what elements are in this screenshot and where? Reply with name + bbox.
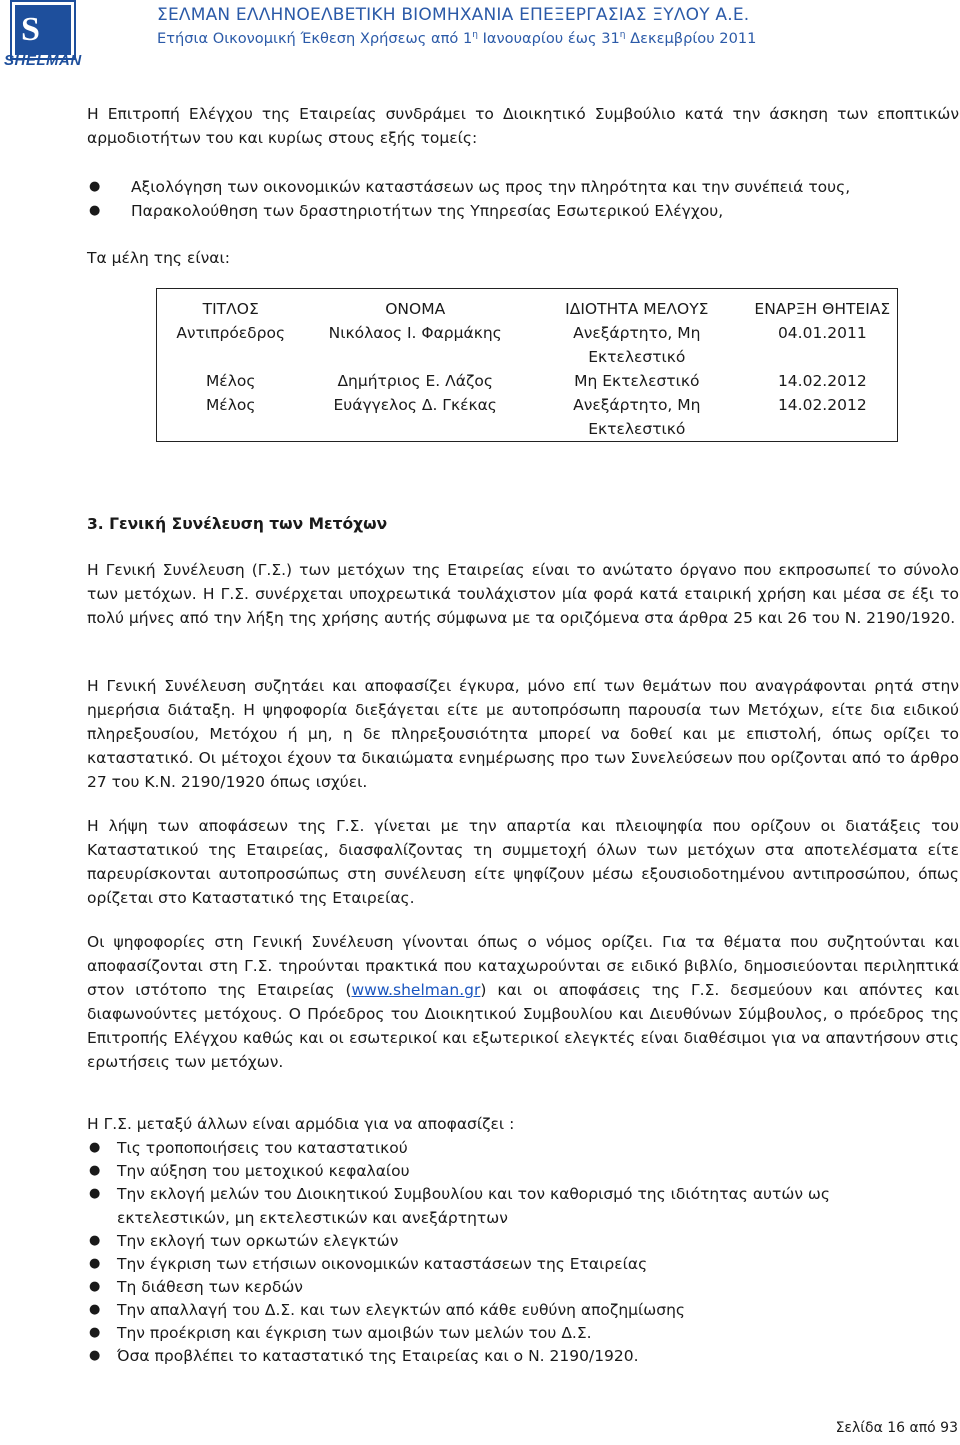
table-cell: Αντιπρόεδρος <box>176 324 286 342</box>
page-header <box>0 0 960 70</box>
table-cell: 14.02.2012 <box>777 372 867 390</box>
list-item: Τη διάθεση των κερδών <box>117 1278 303 1296</box>
table-cell: 04.01.2011 <box>777 324 867 342</box>
list-item: Παρακολούθηση των δραστηριοτήτων της Υπηρεσίας Εσωτερικού Ελέγχου, <box>131 202 724 220</box>
members-table <box>156 288 898 442</box>
list-item: Τις τροποποιήσεις του καταστατικού <box>117 1139 408 1157</box>
table-header: ΤΙΤΛΟΣ <box>202 300 259 318</box>
competence-intro: Η Γ.Σ. μεταξύ άλλων είναι αρμόδια για να αποφασίζει : <box>87 1115 515 1133</box>
list-item: Την εκλογή μελών του Διοικητικού Συμβουλίου και τον καθορισμό της ιδιότητας αυτών ως <box>117 1185 830 1203</box>
bullet-icon: ● <box>89 1325 101 1340</box>
bullet-icon: ● <box>89 1302 101 1317</box>
list-item: Αξιολόγηση των οικονομικών καταστάσεων ως προς την πληρότητα και την συνέπειά τους, <box>131 178 851 196</box>
section-heading: 3. Γενική Συνέλευση των Μετόχων <box>87 515 388 533</box>
list-item: Την προέκριση και έγκριση των αμοιβών των μελών του Δ.Σ. <box>117 1324 592 1342</box>
table-row <box>157 321 898 369</box>
table-header: ΙΔΙΟΤΗΤΑ ΜΕΛΟΥΣ <box>565 300 709 318</box>
bullet-icon: ● <box>89 179 101 194</box>
paragraph: Οι ψηφοφορίες στη Γενική Συνέλευση γίνονται όπως ο νόμος ορίζει. Για τα θέματα που συζητούνται και αποφασίζονται στη Γ.Σ. τηρούνται πρακτικά που καταχωρούνται σε ειδικό βιβλίο, δημοσιεύονται περιληπτικά στον ιστότοπο της Εταιρείας (www.shelman.gr) και οι αποφάσεις της Γ.Σ. δεσμεύουν και απόντες και διαφωνούντες μετόχους. Ο Πρόεδρος του Διοικητικού Συμβουλίου και Διευθύνων Σύμβουλος, ο πρόεδρος της Επιτροπής Ελέγχου καθώς και οι εσωτερικοί και εξωτερικοί ελεγκτές είναι διαθέσιμοι για να απαντήσουν στις ερωτήσεις των μετόχων. <box>87 933 960 1071</box>
table-cell: Νικόλαος Ι. Φαρμάκης <box>328 324 502 342</box>
report-title: Ετήσια Οικονομική Έκθεση Χρήσεως από $1^\eta$ Ιανουαρίου έως $31^\eta$ Δεκεμβρίου 2011 <box>157 30 757 47</box>
list-item: Την εκλογή των ορκωτών ελεγκτών <box>117 1232 399 1250</box>
website-link[interactable]: www.shelman.gr <box>351 981 481 999</box>
table-header: ΟΝΟΜΑ <box>385 300 446 318</box>
bullet-icon: ● <box>89 1163 101 1178</box>
bullet-icon: ● <box>89 203 101 218</box>
table-row <box>157 369 898 393</box>
bullet-icon: ● <box>89 1348 101 1363</box>
paragraph: Η Γενική Συνέλευση (Γ.Σ.) των μετόχων της Εταιρείας είναι το ανώτατο όργανο που εκπροσωπεί το σύνολο των μετόχων. Η Γ.Σ. συνέρχεται υποχρεωτικά τουλάχιστον μία φορά κατά εταιρική χρήση και μέσα σε έξι το πολύ μήνες από την λήξη της χρήσης αυτής σύμφωνα με τα οριζόμενα στα άρθρα 25 και 26 του Ν. 2190/1920. <box>87 561 959 627</box>
table-header: ΕΝΑΡΞΗ ΘΗΤΕΙΑΣ <box>754 300 891 318</box>
list-item: Την έγκριση των ετήσιων οικονομικών καταστάσεων της Εταιρείας <box>117 1255 648 1273</box>
intro-paragraph: Η Επιτροπή Ελέγχου της Εταιρείας συνδράμει το Διοικητικό Συμβούλιο κατά την άσκηση των εποπτικών αρμοδιοτήτων του και κυρίως στους εξής τομείς: <box>87 105 959 147</box>
table-cell: Ανεξάρτητο, Μη Εκτελεστικό <box>573 324 701 366</box>
list-item: Την αύξηση του μετοχικού κεφαλαίου <box>117 1162 410 1180</box>
table-cell: Ευάγγελος Δ. Γκέκας <box>333 396 497 414</box>
paragraph: Η λήψη των αποφάσεων της Γ.Σ. γίνεται με την απαρτία και πλειοψηφία που ορίζουν οι διατάξεις του Καταστατικού της Εταιρείας, διασφαλίζοντας τη συμμετοχή όλων των μετόχων στα αποτελέσματα είτε παρευρίσκονται αυτοπροσώπως στη συνέλευση είτε ψηφίζουν μέσω εξουσιοδοτημένου αντιπροσώπου, όπως ορίζεται στο Καταστατικό της Εταιρείας. <box>87 817 959 907</box>
table-cell: Μέλος <box>205 396 256 414</box>
bullet-icon: ● <box>89 1279 101 1294</box>
company-name: ΣΕΛΜΑΝ ΕΛΛΗΝΟΕΛΒΕΤΙΚΗ ΒΙΟΜΗΧΑΝΙΑ ΕΠΕΞΕΡΓΑΣΙΑΣ ΞΥΛΟΥ Α.Ε. <box>157 5 750 25</box>
bullet-icon: ● <box>89 1140 101 1155</box>
paragraph: Η Γενική Συνέλευση συζητάει και αποφασίζει έγκυρα, μόνο επί των θεμάτων που αναγράφονται ρητά στην ημερήσια διάταξη. Η ψηφοφορία διεξάγεται είτε με αυτοπρόσωπη παρουσία των Μετόχων, είτε δια ειδικού πληρεξουσίου, Μετόχου ή μη, η δε πληρεξουσιότητα μπορεί να δοθεί και με επιστολή, όπως ορίζει το καταστατικό. Οι μέτοχοι έχουν τα δικαιώματα ενημέρωσης προ των Συνελεύσεων που ορίζονται από το άρθρο 27 του Κ.Ν. 2190/1920 όπως ισχύει. <box>87 677 959 791</box>
table-cell: Δημήτριος Ε. Λάζος <box>337 372 493 390</box>
shelman-logo <box>4 2 94 68</box>
list-item-continuation: εκτελεστικών, μη εκτελεστικών και ανεξάρτητων <box>117 1209 508 1227</box>
logo-mark: S <box>12 2 74 58</box>
logo-wordmark: SHELMAN <box>4 52 82 69</box>
table-header-row <box>157 289 898 322</box>
bullet-icon: ● <box>89 1233 101 1248</box>
table-row <box>157 393 898 442</box>
list-item: Όσα προβλέπει το καταστατικό της Εταιρείας και ο Ν. 2190/1920. <box>117 1347 639 1365</box>
members-intro: Τα μέλη της είναι: <box>87 249 230 267</box>
table-cell: 14.02.2012 <box>777 396 867 414</box>
table-cell: Ανεξάρτητο, Μη Εκτελεστικό <box>573 396 701 438</box>
list-item: Την απαλλαγή του Δ.Σ. και των ελεγκτών από κάθε ευθύνη αποζημίωσης <box>117 1301 685 1319</box>
bullet-icon: ● <box>89 1256 101 1271</box>
table-cell: Μη Εκτελεστικό <box>574 372 700 390</box>
table-cell: Μέλος <box>205 372 256 390</box>
page-number: Σελίδα 16 από 93 <box>835 1420 958 1436</box>
bullet-icon: ● <box>89 1186 101 1201</box>
